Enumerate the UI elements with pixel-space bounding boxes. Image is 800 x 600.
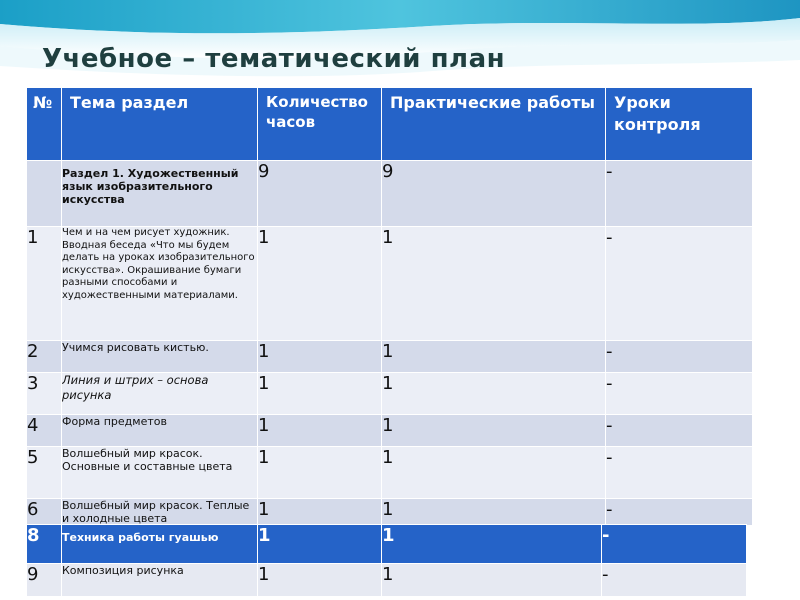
row-topic: Техника работы гуашью <box>62 525 258 564</box>
row-num: 4 <box>27 415 62 447</box>
column-header-hours: Количество часов <box>258 88 382 161</box>
row-hours: 1 <box>258 373 382 415</box>
table-row <box>27 341 753 373</box>
row-hours: 1 <box>258 415 382 447</box>
row-practice: 1 <box>382 499 606 526</box>
row-hours: 1 <box>258 447 382 499</box>
table-row <box>27 373 753 415</box>
table-row <box>27 161 753 227</box>
row-hours: 1 <box>258 564 382 597</box>
row-num: 1 <box>27 227 62 341</box>
row-control: - <box>606 447 753 499</box>
row-practice: 1 <box>382 227 606 341</box>
table-row <box>27 227 753 341</box>
plan-table-continued <box>26 524 747 597</box>
row-practice: 1 <box>382 447 606 499</box>
table-header-row <box>27 88 753 161</box>
row-num <box>27 161 62 227</box>
column-header-control: Уроки контроля <box>606 88 753 161</box>
row-topic: Волшебный мир красок. Теплые и холодные цвета <box>62 499 258 526</box>
table-row <box>27 499 753 526</box>
page-title: Учебное – тематический план <box>42 44 506 74</box>
column-header-practice: Практические работы <box>382 88 606 161</box>
row-topic: Линия и штрих – основа рисунка <box>62 373 258 415</box>
row-practice: 1 <box>382 564 602 597</box>
row-practice: 1 <box>382 415 606 447</box>
row-topic: Чем и на чем рисует художник. Вводная беседа «Что мы будем делать на уроках изобразительного искусства». Окрашивание бумаги разными способами и художественными материалами. <box>62 227 258 341</box>
table-row <box>27 415 753 447</box>
row-control: - <box>606 227 753 341</box>
row-practice: 1 <box>382 341 606 373</box>
row-hours: 1 <box>258 525 382 564</box>
plan-table <box>26 87 753 526</box>
row-hours: 9 <box>258 161 382 227</box>
row-control: - <box>606 341 753 373</box>
row-topic: Форма предметов <box>62 415 258 447</box>
table-row <box>27 564 747 597</box>
row-control: - <box>606 373 753 415</box>
row-topic: Учимся рисовать кистью. <box>62 341 258 373</box>
row-topic: Композиция рисунка <box>62 564 258 597</box>
row-num: 9 <box>27 564 62 597</box>
row-num: 6 <box>27 499 62 526</box>
row-hours: 1 <box>258 227 382 341</box>
column-header-topic: Тема раздел <box>62 88 258 161</box>
table-row-highlighted <box>27 525 747 564</box>
row-num: 2 <box>27 341 62 373</box>
row-control: - <box>602 525 747 564</box>
row-num: 8 <box>27 525 62 564</box>
row-num: 5 <box>27 447 62 499</box>
row-control: - <box>606 499 753 526</box>
column-header-num: № <box>27 88 62 161</box>
row-control: - <box>606 161 753 227</box>
row-hours: 1 <box>258 341 382 373</box>
row-control: - <box>602 564 747 597</box>
row-topic: Раздел 1. Художественный язык изобразительного искусства <box>62 161 258 227</box>
table-row <box>27 447 753 499</box>
row-practice: 1 <box>382 525 602 564</box>
row-practice: 1 <box>382 373 606 415</box>
row-control: - <box>606 415 753 447</box>
row-practice: 9 <box>382 161 606 227</box>
row-hours: 1 <box>258 499 382 526</box>
row-topic: Волшебный мир красок. Основные и составные цвета <box>62 447 258 499</box>
row-num: 3 <box>27 373 62 415</box>
